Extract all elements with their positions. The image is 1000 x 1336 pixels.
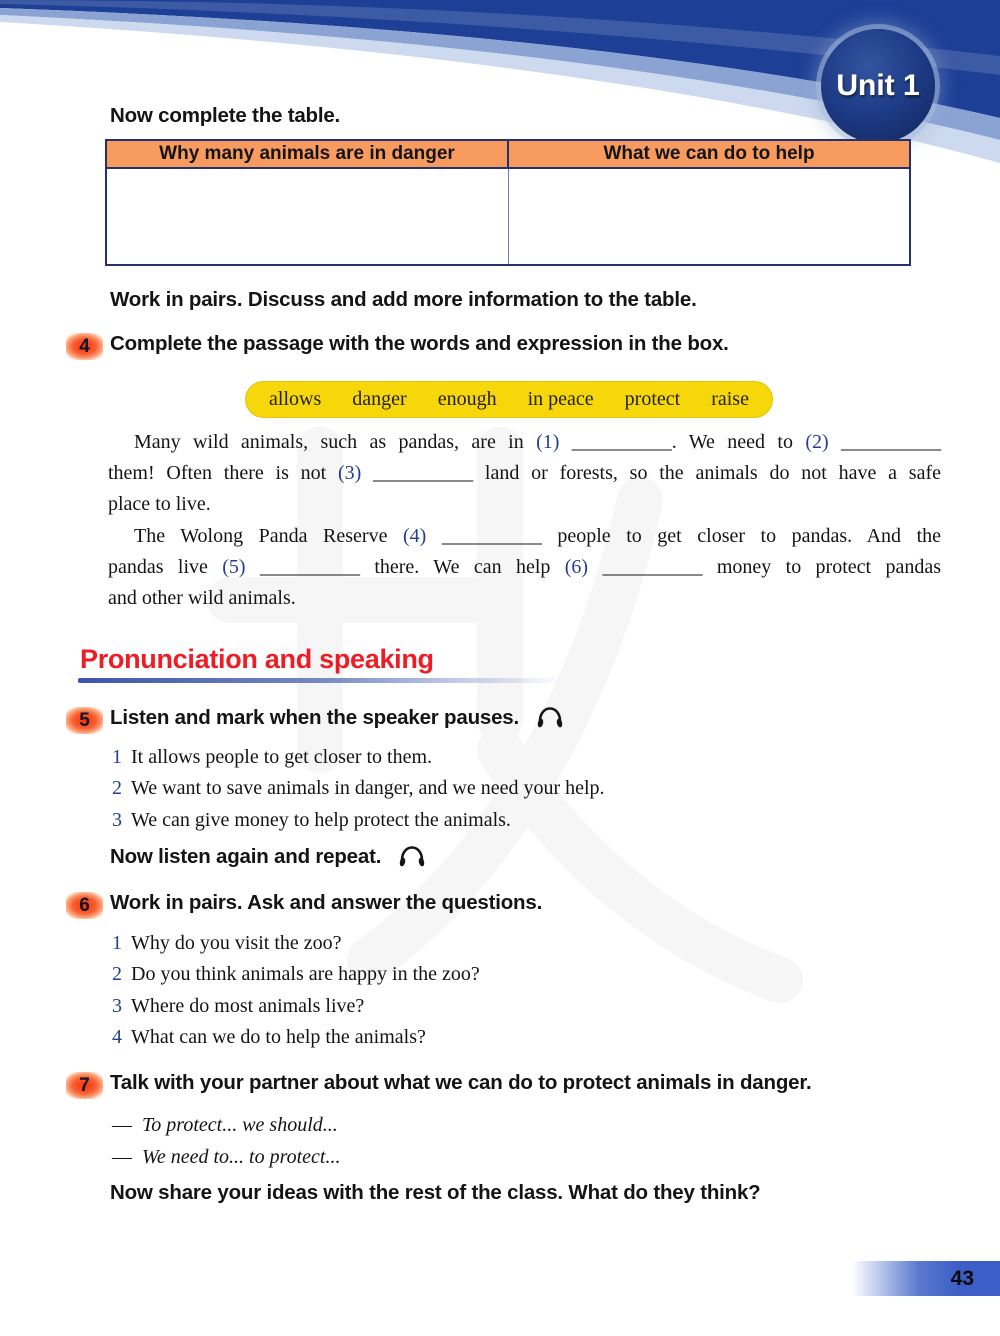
activity-5-heading: Listen and mark when the speaker pauses. bbox=[110, 705, 519, 729]
word-box-word: allows bbox=[269, 388, 322, 410]
list-item bbox=[112, 991, 480, 1022]
question-list bbox=[112, 928, 480, 1054]
section-underline-bar bbox=[78, 678, 564, 683]
list-item bbox=[112, 773, 605, 804]
table-header-what: What we can do to help bbox=[508, 140, 910, 168]
example-text: We need to... to protect... bbox=[142, 1145, 341, 1168]
passage-line: Many wild animals, such as pandas, are in (1) __________. We need to (2) __________ bbox=[134, 431, 941, 453]
activity-4-heading: Complete the passage with the words and expression in the box. bbox=[110, 332, 729, 355]
activity-5-followup-row bbox=[110, 843, 427, 870]
passage-line: and other wild animals. bbox=[108, 586, 296, 609]
activity-7-number-badge: 7 bbox=[66, 1072, 103, 1099]
list-item bbox=[112, 959, 480, 990]
word-box-word: enough bbox=[437, 388, 497, 410]
list-item bbox=[112, 1022, 480, 1053]
activity-6-heading: Work in pairs. Ask and answer the questions. bbox=[110, 891, 543, 914]
activity-4-number-badge: 4 bbox=[66, 333, 103, 360]
item-text: Where do most animals live? bbox=[131, 994, 365, 1017]
activity-7-followup: Now share your ideas with the rest of the class. What do they think? bbox=[110, 1181, 761, 1204]
activity-5-number-badge: 5 bbox=[66, 707, 103, 734]
word-box-word: protect bbox=[624, 388, 681, 410]
item-number: 1 bbox=[112, 932, 122, 954]
passage-line: The Wolong Panda Reserve (4) __________ people to get closer to pandas. And the bbox=[134, 524, 942, 547]
activity-6-number-badge: 6 bbox=[66, 892, 103, 919]
activity-5-heading-row bbox=[110, 704, 565, 731]
table-cell-why-empty bbox=[106, 168, 508, 265]
example-line bbox=[112, 1110, 340, 1142]
fill-table bbox=[105, 139, 911, 266]
example-line bbox=[112, 1142, 340, 1174]
item-text: It allows people to get closer to them. bbox=[131, 746, 433, 768]
passage-line: place to live. bbox=[108, 493, 211, 516]
item-number: 2 bbox=[112, 777, 122, 800]
dash: — bbox=[112, 1145, 132, 1168]
word-box-word: raise bbox=[711, 388, 749, 410]
pronunciation-section-heading: Pronunciation and speaking bbox=[80, 644, 434, 674]
table-row bbox=[106, 168, 910, 265]
word-box-word: in peace bbox=[527, 388, 594, 410]
listen-sentence-list bbox=[112, 742, 605, 836]
item-text: What can we do to help the animals? bbox=[131, 1026, 426, 1049]
item-text: Do you think animals are happy in the zoo? bbox=[131, 963, 480, 986]
item-number: 2 bbox=[112, 963, 122, 986]
unit-badge-label: Unit 1 bbox=[836, 69, 920, 102]
dialogue-examples bbox=[112, 1110, 340, 1173]
list-item bbox=[112, 928, 480, 959]
activity-7-heading: Talk with your partner about what we can do to protect animals in danger. bbox=[110, 1071, 812, 1094]
fill-in-passage bbox=[108, 427, 941, 614]
word-box bbox=[245, 381, 773, 418]
table-heading: Now complete the table. bbox=[110, 104, 341, 127]
passage-line: pandas live (5) __________ there. We can help (6) __________ money to protect pandas bbox=[108, 555, 941, 578]
page-number-bar bbox=[852, 1261, 1000, 1296]
activity-5-followup: Now listen again and repeat. bbox=[110, 844, 382, 868]
item-number: 1 bbox=[112, 746, 122, 768]
word-box-word: danger bbox=[352, 388, 407, 410]
dash: — bbox=[112, 1114, 132, 1136]
list-item bbox=[112, 742, 605, 773]
item-number: 3 bbox=[112, 808, 122, 831]
unit-badge bbox=[821, 29, 935, 143]
example-text: To protect... we should... bbox=[142, 1114, 338, 1136]
table-header-why: Why many animals are in danger bbox=[106, 140, 508, 168]
table-cell-what-empty bbox=[508, 168, 910, 265]
headphones-icon bbox=[397, 843, 427, 870]
item-number: 4 bbox=[112, 1026, 122, 1049]
item-number: 3 bbox=[112, 994, 122, 1017]
headphones-icon bbox=[535, 704, 565, 731]
list-item bbox=[112, 805, 605, 836]
passage-line: them! Often there is not (3) __________ land or forests, so the animals do not have a safe bbox=[108, 462, 941, 485]
item-text: We want to save animals in danger, and we need your help. bbox=[131, 777, 605, 800]
item-text: We can give money to help protect the animals. bbox=[131, 808, 511, 831]
item-text: Why do you visit the zoo? bbox=[131, 932, 342, 954]
page-number: 43 bbox=[950, 1266, 974, 1290]
table-footer-instruction: Work in pairs. Discuss and add more information to the table. bbox=[110, 288, 697, 311]
